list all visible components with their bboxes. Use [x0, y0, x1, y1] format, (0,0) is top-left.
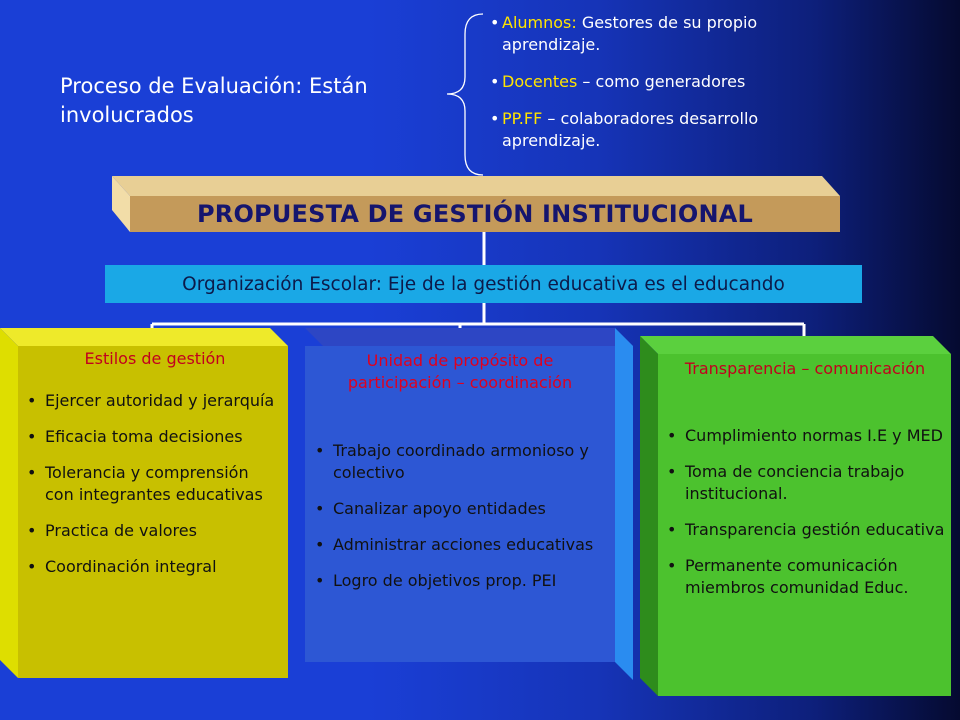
- organization-bar: Organización Escolar: Eje de la gestión educativa es el educando: [105, 265, 862, 303]
- banner-title: PROPUESTA DE GESTIÓN INSTITUCIONAL: [196, 200, 754, 228]
- list-item: • Coordinación integral: [25, 556, 275, 578]
- column-3-title: Transparencia – comunicación: [684, 359, 926, 378]
- list-item: • Toma de conciencia trabajo institucional.: [665, 461, 945, 505]
- column-1-title: Estilos de gestión: [84, 349, 226, 368]
- list-item: • Transparencia gestión educativa: [665, 519, 945, 541]
- actor-text: – colaboradores desarrollo aprendizaje.: [502, 109, 759, 150]
- list-item: • Logro de objetivos prop. PEI: [313, 570, 603, 592]
- intro-line-2: involucrados: [60, 103, 194, 127]
- list-item: • Tolerancia y comprensión con integrantes educativas: [25, 462, 275, 506]
- actor-term: PP.FF: [502, 109, 543, 128]
- actor-text: Gestores de su propio aprendizaje.: [502, 13, 758, 54]
- list-item: • Practica de valores: [25, 520, 275, 542]
- list-item: • Trabajo coordinado armonioso y colectivo: [313, 440, 603, 484]
- intro-line-1: Proceso de Evaluación: Están: [60, 74, 368, 98]
- column-2-list: [313, 440, 603, 606]
- column-2-title: Unidad de propósito de participación – coordinación: [347, 351, 573, 392]
- list-item: • Canalizar apoyo entidades: [313, 498, 603, 520]
- actor-text: – como generadores: [577, 72, 746, 91]
- column-1-list: [25, 390, 275, 592]
- actor-term: Alumnos:: [502, 13, 577, 32]
- actor-term: Docentes: [502, 72, 578, 91]
- column-3-list: [665, 425, 945, 613]
- list-item: • Eficacia toma decisiones: [25, 426, 275, 448]
- list-item: • Administrar acciones educativas: [313, 534, 603, 556]
- list-item: • Permanente comunicación miembros comunidad Educ.: [665, 555, 945, 599]
- list-item: • Ejercer autoridad y jerarquía: [25, 390, 275, 412]
- list-item: • Cumplimiento normas I.E y MED: [665, 425, 945, 447]
